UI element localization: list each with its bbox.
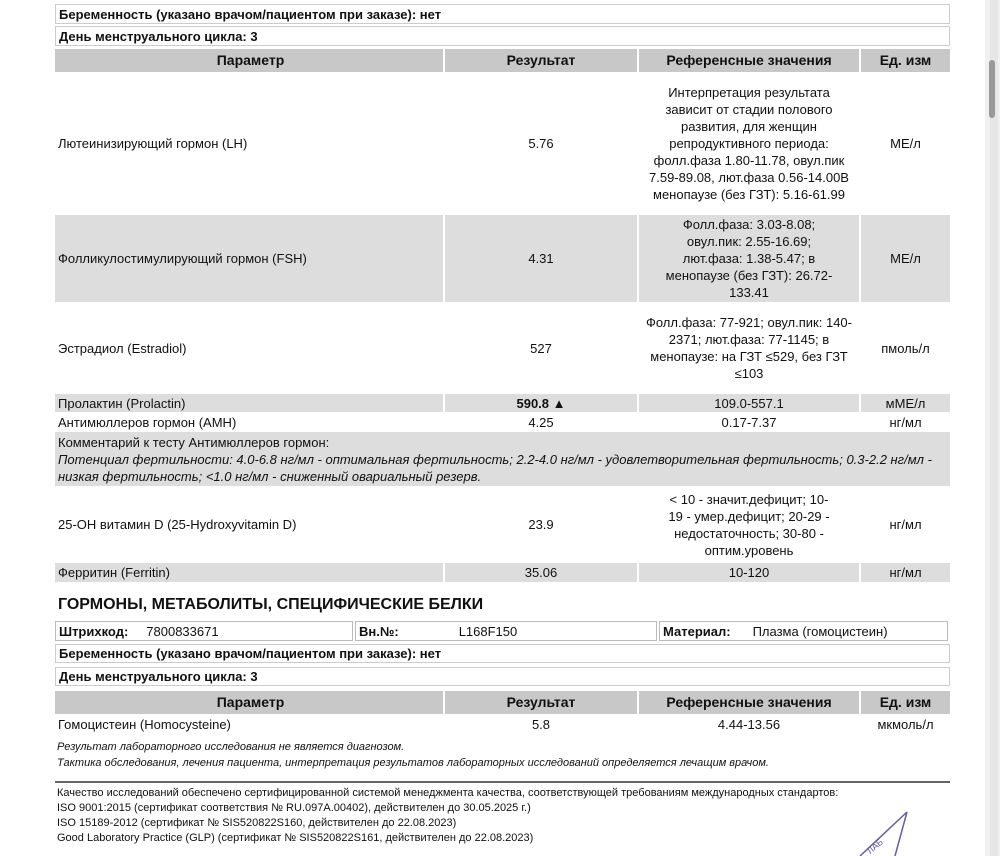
result: 5.8 bbox=[531, 717, 551, 732]
table-header bbox=[55, 49, 950, 72]
unit: МЕ/л bbox=[861, 215, 950, 302]
unit: нг/мл bbox=[861, 563, 950, 582]
param: Фолликулостимулирующий гормон (FSH) bbox=[55, 215, 443, 302]
result: 4.31 bbox=[445, 215, 637, 302]
result: 4.25 bbox=[528, 414, 554, 430]
material-field bbox=[659, 621, 948, 641]
vn-label: Вн.№: bbox=[359, 623, 399, 639]
reference: Интерпретация результата зависит от стадии полового развития, для женщин репродуктивного периода: фолл.фаза 1.80-11.78, овул.пик 7.59-89.08, лют.фаза 0.56-14.00В менопаузе (без ГЗТ): 5.16-61.99 bbox=[649, 84, 849, 202]
scrollbar[interactable] bbox=[990, 0, 998, 856]
reference: 10-120 bbox=[639, 563, 859, 582]
table-row bbox=[55, 563, 950, 582]
pregnancy-info: Беременность (указано врачом/пациентом при заказе): нет bbox=[55, 644, 950, 663]
reference: 109.0-557.1 bbox=[639, 394, 859, 412]
table-row bbox=[55, 394, 950, 412]
reference: Фолл.фаза: 77-921; овул.пик: 140-2371; лют.фаза: 77-1145; в менопаузе: на ГЗТ ≤529, без ГЗТ ≤103 bbox=[645, 315, 852, 381]
sample-info bbox=[55, 621, 950, 641]
vn-field bbox=[355, 621, 657, 641]
header-ref: Референсные значения bbox=[639, 691, 859, 714]
unit: мМЕ/л bbox=[861, 394, 950, 412]
header-unit: Ед. изм bbox=[861, 691, 950, 714]
cycle-day-info: День менструального цикла: 3 bbox=[55, 667, 950, 686]
material-label: Материал: bbox=[663, 623, 731, 639]
table-row bbox=[55, 488, 950, 561]
table-row bbox=[55, 715, 950, 734]
comment-title: Комментарий к тесту Антимюллеров гормон: bbox=[58, 435, 330, 450]
iso-15189: ISO 15189-2012 (сертификат № SIS520822S160, действителен до 22.08.2023) bbox=[57, 817, 457, 829]
material-value: Плазма (гомоцистеин) bbox=[752, 623, 888, 639]
scrollbar-thumb[interactable] bbox=[989, 60, 995, 118]
barcode-field bbox=[55, 621, 353, 641]
header-param: Параметр bbox=[55, 49, 443, 72]
unit: пмоль/л bbox=[881, 340, 930, 356]
header-unit: Ед. изм bbox=[861, 49, 950, 72]
svg-text:ЛАБ: ЛАБ bbox=[864, 836, 885, 856]
result: 23.9 bbox=[528, 517, 554, 532]
unit: МЕ/л bbox=[890, 135, 921, 151]
iso-9001: ISO 9001:2015 (сертификат соответствия № RU.097A.00402), действителен до 30.05.2025 г.) bbox=[57, 802, 531, 814]
table-row bbox=[55, 304, 950, 392]
result: 5.76 bbox=[528, 135, 554, 151]
param: Гомоцистеин (Homocysteine) bbox=[58, 717, 231, 732]
param: 25-OH витамин D (25-Hydroxyvitamin D) bbox=[58, 517, 297, 532]
divider bbox=[55, 781, 950, 783]
result: 35.06 bbox=[445, 563, 637, 582]
unit: нг/мл bbox=[889, 517, 922, 532]
header-param: Параметр bbox=[55, 691, 443, 714]
param: Эстрадиол (Estradiol) bbox=[58, 340, 187, 356]
amh-comment bbox=[55, 432, 950, 486]
table-row bbox=[55, 413, 950, 431]
section-title: ГОРМОНЫ, МЕТАБОЛИТЫ, СПЕЦИФИЧЕСКИЕ БЕЛКИ bbox=[58, 596, 484, 613]
comment-text: Потенциал фертильности: 4.0-6.8 нг/мл - оптимальная фертильность; 2.2-4.0 нг/мл - удовлетворительная фертильность; 0.3-2.2 нг/мл - низкая фертильность; <1.0 нг/мл - сниженный овариальный резерв. bbox=[58, 452, 932, 484]
reference: 0.17-7.37 bbox=[721, 414, 777, 430]
quality-statement: Качество исследований обеспечено сертифицированной системой менеджмента качества, соответствующей требованиям международных стандартов: bbox=[57, 787, 839, 799]
disclaimer-2: Тактика обследования, лечения пациента, интерпретация результатов лабораторных исследований определяется лечащим врачом. bbox=[57, 757, 769, 769]
param: Ферритин (Ferritin) bbox=[55, 563, 443, 582]
barcode-value: 7800833671 bbox=[146, 623, 219, 639]
table-row bbox=[55, 215, 950, 302]
table-header bbox=[55, 691, 950, 714]
barcode-label: Штрихкод: bbox=[59, 623, 129, 639]
reference: 4.44-13.56 bbox=[717, 717, 781, 732]
unit: мкмоль/л bbox=[877, 717, 934, 732]
glp: Good Laboratory Practice (GLP) (сертификат № SIS520822S161, действителен до 22.08.2023) bbox=[57, 832, 534, 844]
pregnancy-info: Беременность (указано врачом/пациентом при заказе): нет bbox=[55, 4, 950, 24]
header-result: Результат bbox=[445, 49, 637, 72]
param: Антимюллеров гормон (AMH) bbox=[58, 414, 237, 430]
disclaimer-1: Результат лабораторного исследования не является диагнозом. bbox=[57, 741, 405, 753]
header-result: Результат bbox=[445, 691, 637, 714]
reference: Фолл.фаза: 3.03-8.08; овул.пик: 2.55-16.69; лют.фаза: 1.38-5.47; в менопаузе (без ГЗТ): 26.72-133.41 bbox=[639, 215, 859, 302]
result-high: 590.8 ▲ bbox=[445, 394, 637, 412]
header-ref: Референсные значения bbox=[639, 49, 859, 72]
param: Лютеинизирующий гормон (LH) bbox=[58, 135, 248, 151]
cycle-day-info: День менструального цикла: 3 bbox=[55, 26, 950, 46]
param: Пролактин (Prolactin) bbox=[55, 394, 443, 412]
result: 527 bbox=[530, 340, 552, 356]
stamp-icon bbox=[855, 810, 925, 856]
vn-value: L168F150 bbox=[458, 623, 518, 639]
unit: нг/мл bbox=[889, 414, 922, 430]
table-row bbox=[55, 73, 950, 213]
reference: < 10 - значит.дефицит; 10-19 - умер.дефицит; 20-29 - недостаточность; 30-80 - оптим.уровень bbox=[668, 491, 830, 558]
